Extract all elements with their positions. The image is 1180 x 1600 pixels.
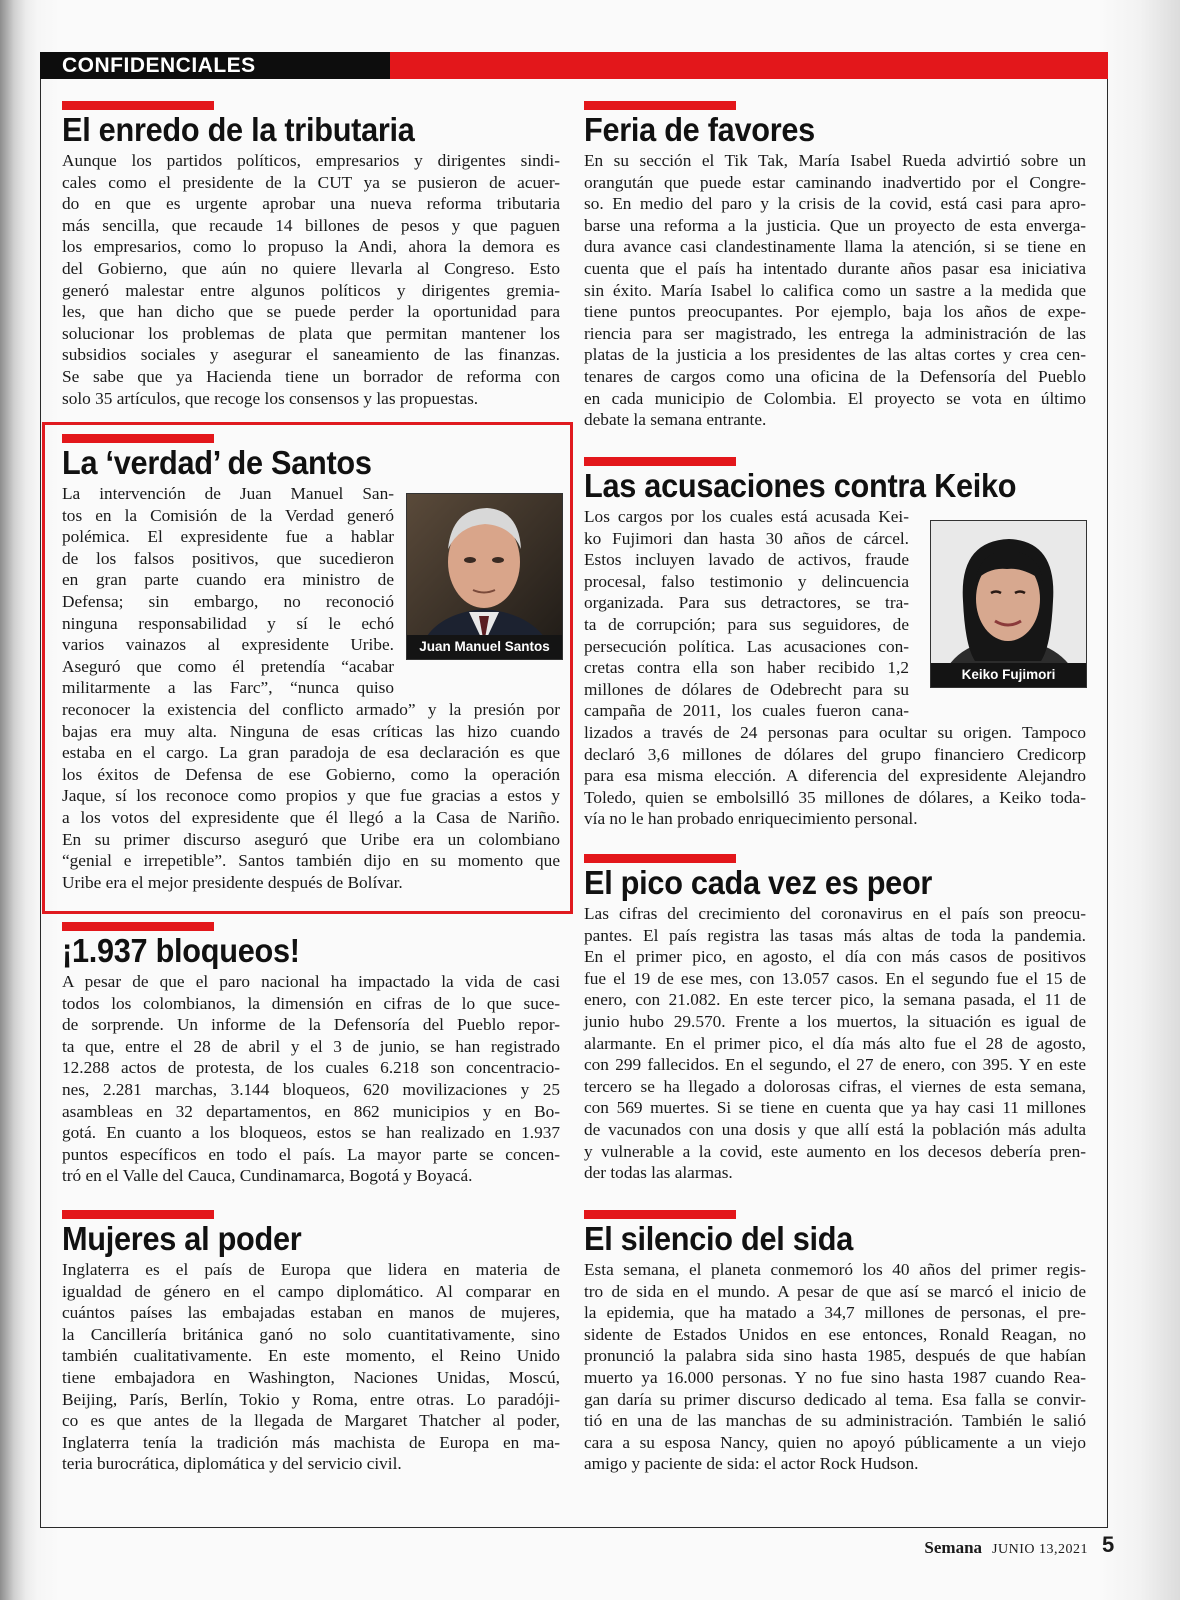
body-line: La intervención de Juan Manuel San-: [62, 484, 394, 503]
body-line: “genial e irrepetible”. Santos también dijo en su momento que: [62, 851, 560, 871]
headline: ¡1.937 bloqueos!: [62, 932, 300, 969]
body-line: En su sección el Tik Tak, María Isabel Rueda advirtió sobre un: [584, 151, 1086, 170]
body-line: Aseguró que como él pretendía “acabar: [62, 656, 394, 676]
article-body: [584, 903, 1086, 1184]
body-line: los empresarios, como lo propuso la Andi, ahora la demora es: [62, 237, 560, 257]
body-line: cuenta que el país ha intentado durante años pasar esa iniciativa: [584, 258, 1086, 278]
body-line: riencia para ser magistrado, les entrega la administración de las: [584, 323, 1086, 343]
body-line: tercero se ha llegado a dolorosas cifras, el viernes de esta semana,: [584, 1076, 1086, 1096]
page-number: 5: [1102, 1532, 1115, 1557]
body-line: Beijing, París, Berlín, Tokio y Roma, entre otras. Lo paradóji-: [62, 1389, 560, 1409]
red-rule: [584, 101, 736, 110]
body-line: so. En medio del paro y la crisis de la covid, está casi para apro-: [584, 194, 1086, 214]
body-line: los éxitos de Defensa de ese Gobierno, como la operación: [62, 764, 560, 784]
body-line: de los falsos positivos, que sucedieron: [62, 548, 394, 568]
issue-date: JUNIO 13,2021: [992, 1542, 1088, 1557]
article-body: [62, 1259, 560, 1475]
body-line: todos los colombianos, la dimensión en cifras de lo que suce-: [62, 993, 560, 1013]
body-line: platas de la justicia a los presidentes de las altas cortes y crea cen-: [584, 345, 1086, 365]
body-line: más sencilla, que recaude 14 billones de pesos y que paguen: [62, 215, 560, 235]
body-line: a los votos del expresidente que él llegó a la Casa de Nariño.: [62, 807, 560, 827]
body-line: declaró 3,6 millones de dólares del grupo financiero Credicorp: [584, 744, 1086, 764]
body-line: campaña de 2011, los cuales fueron cana-: [584, 701, 909, 721]
photo-caption: Keiko Fujimori: [931, 663, 1086, 687]
body-line: orangután que puede estar caminando inadvertido por el Congre-: [584, 172, 1086, 192]
headline: El enredo de la tributaria: [62, 111, 415, 148]
red-rule: [62, 1210, 214, 1219]
headline: El silencio del sida: [584, 1220, 854, 1257]
body-line: en gran parte cuando era ministro de: [62, 570, 394, 590]
body-line: ninguna responsabilidad y sí le echó: [62, 613, 394, 633]
headline: Las acusaciones contra Keiko: [584, 467, 1017, 504]
body-line: procesal, falso testimonio y delincuencia: [584, 571, 909, 591]
red-rule: [584, 457, 736, 466]
body-line: enero, con 21.082. En este tercer pico, la semana pasada, el 11 de: [584, 990, 1086, 1010]
body-line: tió en una de las manchas de su administración. También le salió: [584, 1411, 1086, 1431]
body-line: solucionar los problemas de plata que permitan mantener los: [62, 323, 560, 343]
body-line: dura avance casi clandestinamente llama la atención, si se tiene en: [584, 237, 1086, 257]
body-line: En su primer discurso aseguró que Uribe era un colombiano: [62, 829, 560, 849]
body-line: la epidemia, que ha matado a 34,7 millones de personas, el pre-: [584, 1303, 1086, 1323]
body-line: la Cancillería británica ganó no solo cuantitativamente, sino: [62, 1324, 560, 1344]
red-rule: [62, 434, 214, 443]
red-rule: [62, 101, 214, 110]
photo-caption: Juan Manuel Santos: [407, 635, 562, 659]
body-line: cales como el presidente de la CUT ya se pusieron de acuer-: [62, 172, 560, 192]
article-body: [62, 150, 560, 409]
article-body: [584, 150, 1086, 431]
body-line: y vulnerable a la covid, este aumento en los decesos debería pren-: [584, 1141, 1086, 1161]
body-line: asambleas en 32 departamentos, en 862 municipios y en Bo-: [62, 1101, 560, 1121]
body-line: cuántos países las embajadas estaban en manos de mujeres,: [62, 1303, 560, 1323]
headline: La ‘verdad’ de Santos: [62, 444, 372, 481]
article-bloqueos: [62, 922, 560, 1187]
body-line: barse una reforma a la justicia. Que un proyecto de esta envergа-: [584, 215, 1086, 235]
body-line: cretas contra ella son haber recibido 1,2: [584, 658, 909, 678]
body-line: tenares de cargos como una oficina de la Defensoría del Pueblo: [584, 366, 1086, 386]
body-line: vía no le han probado enriquecimiento personal.: [584, 809, 918, 829]
body-line: amigo y paciente de sida: el actor Rock Hudson.: [584, 1454, 919, 1474]
body-line: muerto ya 16.000 personas. Y no fue sino hasta 1987 cuando Rea-: [584, 1367, 1086, 1387]
body-line: fue el 19 de ese mes, con 13.057 casos. En el segundo fue el 15 de: [584, 968, 1086, 988]
article-body: [584, 1259, 1086, 1475]
page-footer: [924, 1532, 1115, 1558]
body-line: estaba en el cargo. La gran paradoja de esa declaración es que: [62, 743, 560, 763]
body-line: Estos incluyen lavado de activos, fraude: [584, 550, 909, 570]
photo-keiko-fujimori: [930, 520, 1087, 688]
body-line: organizada. Para sus detractores, se tra-: [584, 593, 909, 613]
body-line: Esta semana, el planeta conmemoró los 40 años del primer regis-: [584, 1260, 1086, 1279]
red-rule: [584, 1210, 736, 1219]
body-line: junio hubo 29.570. Frente a los muertos, la situación es igual de: [584, 1011, 1086, 1031]
body-line: varios vainazos al expresidente Uribe.: [62, 635, 394, 655]
body-line: Uribe era el mejor presidente después de Bolívar.: [62, 872, 403, 892]
body-line: generó malestar entre algunos políticos y dirigentes gremia-: [62, 280, 560, 300]
body-line: bajas era muy alta. Ninguna de esas críticas las hizo cuando: [62, 721, 560, 741]
headline: Mujeres al poder: [62, 1220, 302, 1257]
body-line: solo 35 artículos, que recoge los consensos y las propuestas.: [62, 388, 479, 408]
article-feria: [584, 101, 1086, 431]
body-line: del Gobierno, que aún no quiere llevarla al Congreso. Esto: [62, 258, 560, 278]
body-line: tiene puntos preocupantes. Por ejemplo, baja los años de expe-: [584, 302, 1086, 322]
body-line: pronunció la palabra sida sino hasta 1985, después de que habían: [584, 1346, 1086, 1366]
article-mujeres: [62, 1210, 560, 1475]
body-line: militarmente a las Farc”, “nunca quiso: [62, 678, 394, 698]
body-line: ta de corrupción; para sus seguidores, de: [584, 614, 909, 634]
body-line: do en que es urgente aprobar una nueva reforma tributaria: [62, 194, 560, 214]
body-line: con 299 fallecidos. En el segundo, el 27 de enero, con 395. Y en este: [584, 1055, 1086, 1075]
body-line: con 569 muertes. Si se tiene en cuenta que ya hay casi 11 millones: [584, 1098, 1086, 1118]
body-line: A pesar de que el paro nacional ha impactado la vida de casi: [62, 972, 560, 991]
body-line: también cualitativamente. En este momento, el Reino Unido: [62, 1346, 560, 1366]
article-tributaria: [62, 101, 560, 409]
article-body: [62, 971, 560, 1187]
body-line: teria burocrática, diplomática y del servicio civil.: [62, 1454, 402, 1474]
body-line: Defensa; sin embargo, no reconoció: [62, 591, 394, 611]
body-line: Inglaterra es el país de Europa que lidera en materia de: [62, 1260, 560, 1279]
body-line: pantes. El país registra las tasas más altas de toda la pandemia.: [584, 925, 1086, 945]
article-pico: [584, 854, 1086, 1184]
body-line: Toledo, quien se embolsilló 35 millones de dólares, a Keiko toda-: [584, 787, 1086, 807]
magazine-name: Semana: [924, 1538, 983, 1557]
body-line: millones de dólares de Odebrecht para su: [584, 679, 909, 699]
body-line: de vacunados con una dosis y que allí está la población más adulta: [584, 1119, 1086, 1139]
red-rule: [584, 854, 736, 863]
photo-juan-manuel-santos: [406, 493, 563, 660]
body-line: persecución política. Las acusaciones con-: [584, 636, 909, 656]
red-rule: [62, 922, 214, 931]
body-line: der todas las alarmas.: [584, 1163, 733, 1183]
body-line: de sorprende. Un informe de la Defensoría del Pueblo repor-: [62, 1015, 560, 1035]
body-line: Se sabe que ya Hacienda tiene un borrador de reforma con: [62, 366, 560, 386]
body-line: En el primer pico, en agosto, el día con más casos de positivos: [584, 947, 1086, 967]
body-line: en cada municipio de Colombia. El proyecto se vota en último: [584, 388, 1086, 408]
body-line: 12.288 actos de protesta, de los cuales 6.218 son concentracio-: [62, 1058, 560, 1078]
body-line: alarmante. En el primer pico, el día más alto fue el 28 de agosto,: [584, 1033, 1086, 1053]
body-line: les, que han dicho que se puede perder la oportunidad para: [62, 302, 560, 322]
body-line: subsidios sociales y asegurar el saneamiento de las finanzas.: [62, 345, 560, 365]
body-line: Los cargos por los cuales está acusada Kei-: [584, 507, 909, 526]
body-line: sin éxito. María Isabel lo califica como un sastre a la medida que: [584, 280, 1086, 300]
body-line: tos en la Comisión de la Verdad generó: [62, 505, 394, 525]
body-line: tró en el Valle del Cauca, Cundinamarca, Bogotá y Boyacá.: [62, 1166, 473, 1186]
body-line: lizados a través de 24 personas para ocultar su origen. Tampoco: [584, 722, 1086, 742]
body-line: gan daría su primer discurso dedicado al tema. Esa falla se convir-: [584, 1389, 1086, 1409]
body-line: ta que, entre el 28 de abril y el 3 de junio, se han registrado: [62, 1036, 560, 1056]
article-sida: [584, 1210, 1086, 1475]
body-line: puntos específicos en todo el país. La mayor parte se concen-: [62, 1144, 560, 1164]
body-line: gotá. En cuanto a los bloqueos, estos se han realizado en 1.937: [62, 1123, 560, 1143]
body-line: polémica. El expresidente fue a hablar: [62, 527, 394, 547]
body-line: co es que antes de la llegada de Margaret Thatcher al poder,: [62, 1411, 560, 1431]
body-line: debate la semana entrante.: [584, 410, 767, 430]
section-label: CONFIDENCIALES: [40, 52, 390, 79]
body-line: nes, 2.281 marchas, 3.144 bloqueos, 620 movilizaciones y 25: [62, 1079, 560, 1099]
body-line: cara a su esposa Nancy, quien no apoyó públicamente a un viejo: [584, 1432, 1086, 1452]
body-line: ko Fujimori dan hasta 30 años de cárcel.: [584, 528, 909, 548]
body-line: sidente de Estados Unidos en ese entonces, Ronald Reagan, no: [584, 1324, 1086, 1344]
body-line: Las cifras del crecimiento del coronavirus en el país son preocu-: [584, 904, 1086, 923]
body-line: reconocer la existencia del conflicto armado” y la presión por: [62, 699, 560, 719]
body-line: Jaque, sí los reconoce como propios y que fue gracias a estos y: [62, 786, 560, 806]
headline: El pico cada vez es peor: [584, 864, 933, 901]
body-line: Inglaterra tenía la tradición más machista de Europa en ma-: [62, 1432, 560, 1452]
body-line: Aunque los partidos políticos, empresarios y dirigentes sindi-: [62, 151, 560, 170]
body-line: tro de sida en el mundo. A pesar de que así se marcó el inicio de: [584, 1281, 1086, 1301]
body-line: para esa misma elección. A diferencia del expresidente Alejandro: [584, 766, 1086, 786]
headline: Feria de favores: [584, 111, 815, 148]
body-line: tiene embajadora en Washington, Naciones Unidas, Moscú,: [62, 1367, 560, 1387]
body-line: igualdad de género en el campo diplomático. Al comparar en: [62, 1281, 560, 1301]
